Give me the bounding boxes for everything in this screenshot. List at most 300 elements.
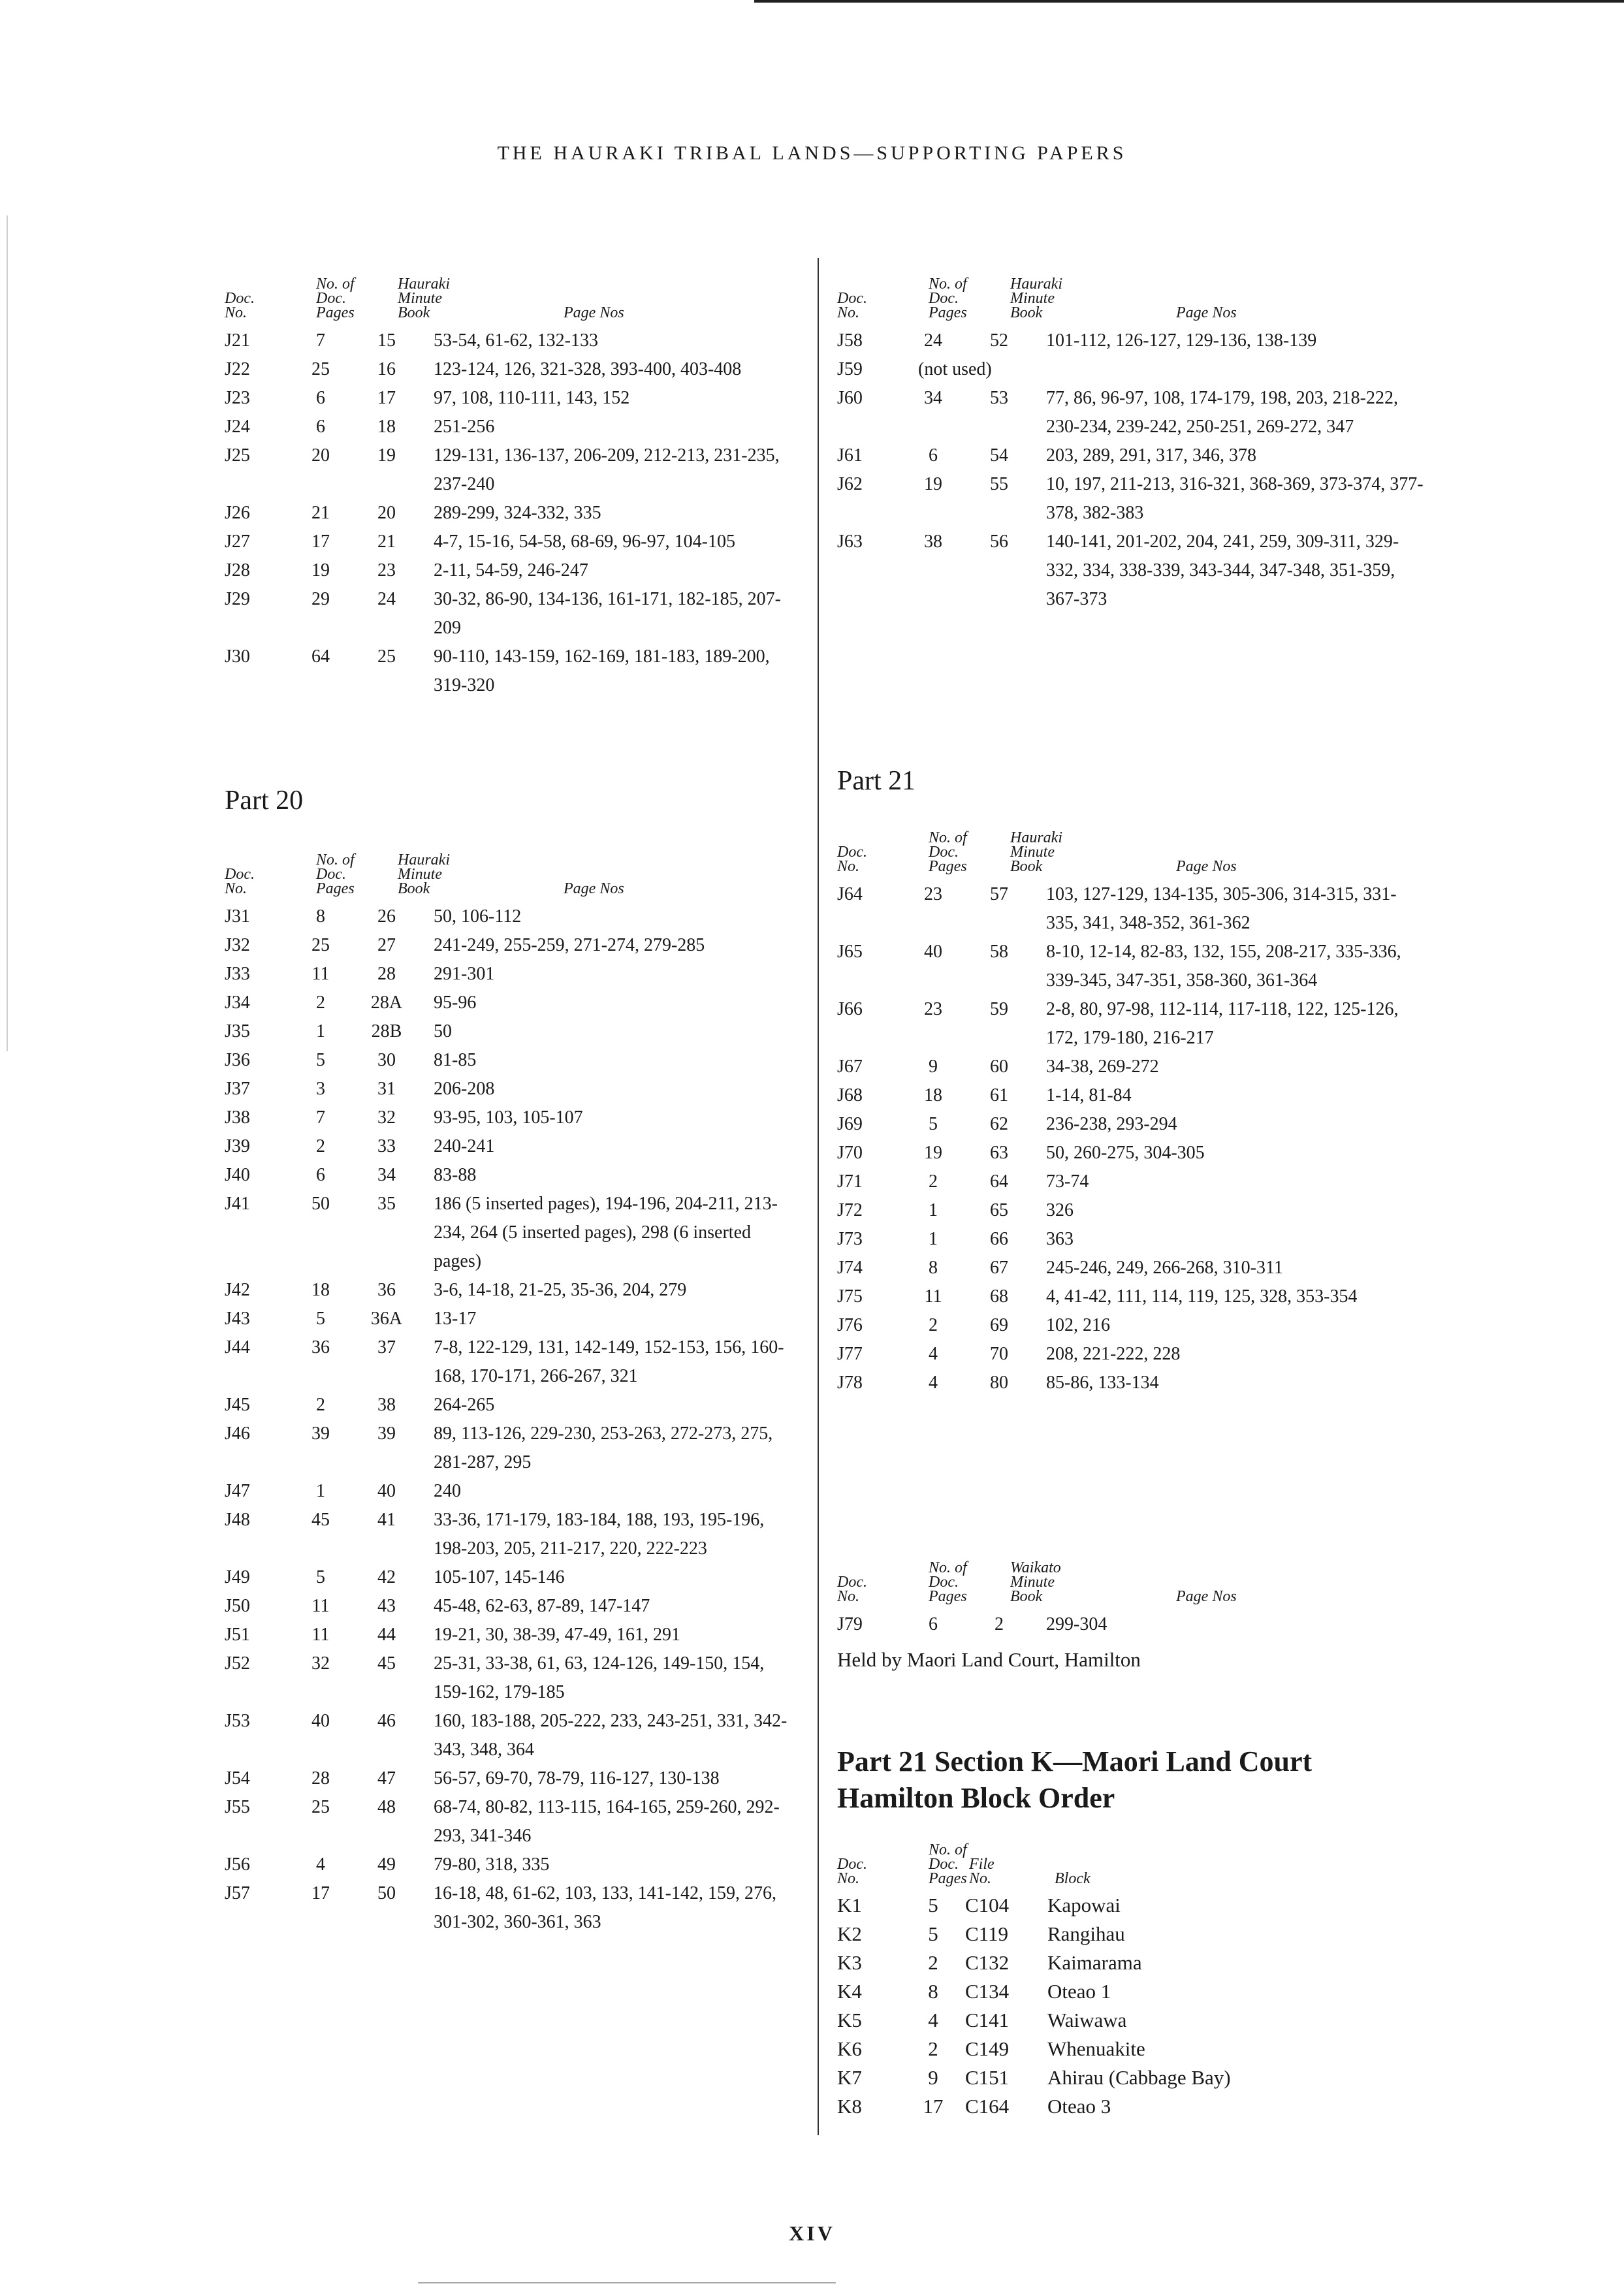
page-nos-cell: 7-8, 122-129, 131, 142-149, 152-153, 156, 160-168, 170-171, 266-267, 321 (434, 1337, 784, 1386)
block-name-cell: Rangihau (1047, 1922, 1125, 1945)
minute-book-cell: 2 (995, 1614, 1004, 1634)
table-row (837, 1053, 1425, 1081)
doc-no-cell: J31 (225, 906, 250, 927)
minute-book-cell: 25 (377, 646, 396, 667)
section-k-title: Part 21 Section K—Maori Land Court Hamilton Block Order (837, 1745, 1313, 1814)
page-nos-cell: 289-299, 324-332, 335 (434, 503, 601, 523)
table-row (225, 1477, 799, 1506)
doc-no-cell: J54 (225, 1768, 250, 1789)
column-divider (818, 258, 819, 2135)
page-nos-cell: 50 (434, 1021, 452, 1042)
header-page-nos: Page Nos (564, 880, 624, 897)
minute-book-cell: 16 (377, 359, 396, 379)
table-row (225, 326, 799, 355)
doc-no-cell: J66 (837, 999, 863, 1019)
header-file-no: File No. (969, 1856, 995, 1887)
header-doc-no: Doc. No. (837, 844, 867, 875)
header-block: Block (1055, 1870, 1091, 1887)
minute-book-cell: 67 (990, 1258, 1008, 1278)
doc-no-cell: J57 (225, 1883, 250, 1903)
table-row (837, 384, 1425, 441)
rows (225, 326, 799, 700)
page-nos-cell: 53-54, 61-62, 132-133 (434, 330, 598, 351)
minute-book-cell: 34 (377, 1165, 396, 1185)
page-nos-cell: 79-80, 318, 335 (434, 1854, 550, 1875)
pages-cell: 8 (928, 1980, 938, 2003)
pages-cell: 6 (929, 445, 938, 466)
page-nos-cell: 186 (5 inserted pages), 194-196, 204-211, 213-234, 264 (5 inserted pages), 298 (6 inserted pages) (434, 1194, 778, 1271)
doc-no-cell: J49 (225, 1567, 250, 1587)
page-nos-cell: 129-131, 136-137, 206-209, 212-213, 231-235, 237-240 (434, 445, 780, 494)
pages-cell: 34 (924, 388, 942, 408)
pages-cell: 4 (928, 2009, 938, 2031)
page-nos-cell: 19-21, 30, 38-39, 47-49, 161, 291 (434, 1625, 680, 1645)
doc-no-cell: J79 (837, 1614, 863, 1634)
table-row (837, 1139, 1425, 1168)
minute-book-cell: 50 (377, 1883, 396, 1903)
block-name-cell: Kaimarama (1047, 1951, 1142, 1974)
minute-book-cell: 15 (377, 330, 396, 351)
minute-book-cell: 70 (990, 1344, 1008, 1364)
pages-cell: 23 (924, 999, 942, 1019)
page-nos-cell (1041, 355, 1425, 384)
doc-no-cell: K4 (837, 1980, 862, 2003)
table-header (225, 256, 799, 320)
section-k-table (837, 1822, 1425, 2121)
minute-book-cell: 37 (377, 1337, 396, 1358)
table-row (837, 1311, 1425, 1340)
table-row (837, 1196, 1425, 1225)
pages-cell: 2 (316, 1395, 325, 1415)
page-nos-cell: 326 (1046, 1200, 1074, 1220)
pages-cell: 17 (311, 532, 330, 552)
page-nos-cell: 240 (434, 1481, 461, 1501)
doc-no-cell: J29 (225, 589, 250, 609)
page-nos-cell: 68-74, 80-82, 113-115, 164-165, 259-260, 292-293, 341-346 (434, 1797, 780, 1846)
doc-no-cell: J56 (225, 1854, 250, 1875)
pages-cell: 2 (928, 1951, 938, 1974)
page-nos-cell: 2-11, 54-59, 246-247 (434, 560, 588, 580)
minute-book-cell: 63 (990, 1143, 1008, 1163)
page-nos-cell: 25-31, 33-38, 61, 63, 124-126, 149-150, 154, 159-162, 179-185 (434, 1653, 765, 1702)
table-row (225, 1276, 799, 1305)
pages-cell: 50 (311, 1194, 330, 1214)
block-name-cell: Waiwawa (1047, 2009, 1127, 2031)
doc-no-cell: J52 (225, 1653, 250, 1674)
minute-book-cell: 23 (377, 560, 396, 580)
file-no-cell: C134 (965, 1980, 1010, 2003)
doc-no-cell: J46 (225, 1423, 250, 1444)
file-no-cell: C104 (965, 1894, 1010, 1916)
header-page-nos: Page Nos (1176, 304, 1237, 321)
page-nos-cell: 13-17 (434, 1309, 477, 1329)
doc-no-cell: J78 (837, 1373, 863, 1393)
minute-book-cell: 43 (377, 1596, 396, 1616)
table-row (225, 1161, 799, 1190)
table-row (837, 995, 1425, 1053)
doc-no-cell: K2 (837, 1922, 862, 1945)
table-row (837, 326, 1425, 355)
pages-cell: 64 (311, 646, 330, 667)
header-minute-book: Waikato Minute Book (1010, 1559, 1061, 1605)
table-row (225, 499, 799, 528)
pages-cell: 45 (311, 1510, 330, 1530)
doc-no-cell: J77 (837, 1344, 863, 1364)
table-row (225, 931, 799, 960)
header-pages: No. of Doc. Pages (929, 829, 967, 875)
pages-cell: 24 (924, 330, 942, 351)
pages-cell: 2 (928, 2037, 938, 2060)
minute-book-cell: 28 (377, 964, 396, 984)
page-nos-cell: 45-48, 62-63, 87-89, 147-147 (434, 1596, 650, 1616)
pages-cell: 11 (311, 964, 330, 984)
doc-no-cell: J71 (837, 1171, 863, 1192)
pages-cell: 3 (316, 1079, 325, 1099)
minute-book-cell: 64 (990, 1171, 1008, 1192)
minute-book-cell: 20 (377, 503, 396, 523)
header-doc-no: Doc. No. (837, 1856, 867, 1887)
top-rule (754, 0, 1624, 3)
page-nos-cell: 208, 221-222, 228 (1046, 1344, 1181, 1364)
table-row (225, 1333, 799, 1391)
file-no-cell: C141 (965, 2009, 1010, 2031)
part-21-table (837, 810, 1425, 1397)
table-row (225, 413, 799, 441)
page-nos-cell: 89, 113-126, 229-230, 253-263, 272-273, 275, 281-287, 295 (434, 1423, 773, 1472)
pages-cell: 29 (311, 589, 330, 609)
minute-book-cell: 28B (371, 1021, 402, 1042)
table-row (225, 989, 799, 1017)
pages-cell: 36 (311, 1337, 330, 1358)
pages-cell: (not used) (918, 359, 992, 379)
page-nos-cell: 4, 41-42, 111, 114, 119, 125, 328, 353-354 (1046, 1286, 1358, 1307)
minute-book-cell: 60 (990, 1057, 1008, 1077)
pages-cell: 5 (316, 1309, 325, 1329)
page-nos-cell: 4-7, 15-16, 54-58, 68-69, 96-97, 104-105 (434, 532, 735, 552)
doc-no-cell: J26 (225, 503, 250, 523)
pages-cell: 5 (928, 1922, 938, 1945)
pages-cell: 25 (311, 1797, 330, 1817)
minute-book-cell: 59 (990, 999, 1008, 1019)
page-nos-cell: 56-57, 69-70, 78-79, 116-127, 130-138 (434, 1768, 720, 1789)
doc-no-cell: J73 (837, 1229, 863, 1249)
page-nos-cell: 101-112, 126-127, 129-136, 138-139 (1046, 330, 1317, 351)
pages-cell: 20 (311, 445, 330, 466)
doc-no-cell: K1 (837, 1894, 862, 1916)
doc-no-cell: J63 (837, 532, 863, 552)
pages-cell: 40 (311, 1711, 330, 1731)
table-row (225, 585, 799, 643)
pages-cell: 19 (311, 560, 330, 580)
file-no-cell: C149 (965, 2037, 1010, 2060)
header-minute-book: Hauraki Minute Book (1010, 276, 1062, 321)
page-nos-cell: 50, 260-275, 304-305 (1046, 1143, 1205, 1163)
doc-no-cell: J34 (225, 993, 250, 1013)
part-20-title: Part 20 (225, 786, 304, 816)
page-nos-cell: 3-6, 14-18, 21-25, 35-36, 204, 279 (434, 1280, 687, 1300)
page-nos-cell: 140-141, 201-202, 204, 241, 259, 309-311, 329-332, 334, 338-339, 343-344, 347-348, 351-359, 367-373 (1046, 532, 1399, 609)
minute-book-cell: 18 (377, 417, 396, 437)
doc-no-cell: J33 (225, 964, 250, 984)
doc-no-cell: J42 (225, 1280, 250, 1300)
pages-cell: 19 (924, 1143, 942, 1163)
minute-book-cell: 33 (377, 1136, 396, 1156)
doc-no-cell: J30 (225, 646, 250, 667)
table-header (837, 1822, 1425, 1886)
minute-book-cell: 54 (990, 445, 1008, 466)
page-nos-cell: 264-265 (434, 1395, 495, 1415)
pages-cell: 9 (929, 1057, 938, 1077)
doc-no-cell: J65 (837, 942, 863, 962)
pages-cell: 7 (316, 330, 325, 351)
doc-no-cell: K8 (837, 2095, 862, 2118)
table-row (225, 1621, 799, 1649)
minute-book-cell: 38 (377, 1395, 396, 1415)
header-doc-no: Doc. No. (225, 866, 255, 897)
file-no-cell: C151 (965, 2066, 1010, 2089)
minute-book-cell: 45 (377, 1653, 396, 1674)
minute-book-cell: 56 (990, 532, 1008, 552)
table-row (837, 1948, 1425, 1977)
minute-book-cell: 57 (990, 884, 1008, 904)
page-nos-cell: 291-301 (434, 964, 495, 984)
minute-book-cell: 62 (990, 1114, 1008, 1134)
minute-book-cell: 65 (990, 1200, 1008, 1220)
doc-no-cell: J59 (837, 359, 863, 379)
minute-book-cell: 21 (377, 532, 396, 552)
page-nos-cell: 1-14, 81-84 (1046, 1085, 1132, 1105)
file-no-cell: C164 (965, 2095, 1010, 2118)
table-row (837, 2092, 1425, 2121)
doc-no-cell: J68 (837, 1085, 863, 1105)
table-header (837, 1540, 1425, 1604)
block-name-cell: Whenuakite (1047, 2037, 1145, 2060)
page-number: XIV (789, 2221, 835, 2245)
rows (837, 1610, 1425, 1639)
pages-cell: 1 (929, 1229, 938, 1249)
doc-no-cell: J60 (837, 388, 863, 408)
table-row (837, 2063, 1425, 2092)
minute-book-cell: 80 (990, 1373, 1008, 1393)
pages-cell: 11 (311, 1625, 330, 1645)
page-nos-cell: 2-8, 80, 97-98, 112-114, 117-118, 122, 125-126, 172, 179-180, 216-217 (1046, 999, 1399, 1048)
doc-no-cell: J36 (225, 1050, 250, 1070)
minute-book-cell: 58 (990, 942, 1008, 962)
pages-cell: 32 (311, 1653, 330, 1674)
doc-no-cell: J40 (225, 1165, 250, 1185)
doc-no-cell: J69 (837, 1114, 863, 1134)
page-nos-cell: 16-18, 48, 61-62, 103, 133, 141-142, 159, 276, 301-302, 360-361, 363 (434, 1883, 776, 1932)
pages-cell: 7 (316, 1107, 325, 1128)
doc-no-cell: J25 (225, 445, 250, 466)
doc-no-cell: J64 (837, 884, 863, 904)
doc-no-cell: J67 (837, 1057, 863, 1077)
table-row (225, 384, 799, 413)
table-row (837, 2006, 1425, 2035)
page-nos-cell: 241-249, 255-259, 271-274, 279-285 (434, 935, 705, 955)
table-row (225, 902, 799, 931)
minute-book-cell: 39 (377, 1423, 396, 1444)
table-row (837, 2035, 1425, 2063)
minute-book-cell: 24 (377, 589, 396, 609)
doc-no-cell: J41 (225, 1194, 250, 1214)
minute-book-cell: 42 (377, 1567, 396, 1587)
table-row (225, 556, 799, 585)
pages-cell: 23 (924, 884, 942, 904)
pages-cell: 2 (929, 1315, 938, 1335)
minute-book-cell: 35 (377, 1194, 396, 1214)
table-row (225, 1075, 799, 1104)
table-row (837, 1282, 1425, 1311)
table-row (225, 1391, 799, 1420)
table-row (837, 528, 1425, 614)
pages-cell: 39 (311, 1423, 330, 1444)
table-row (225, 1420, 799, 1477)
page-nos-cell: 85-86, 133-134 (1046, 1373, 1159, 1393)
minute-book-cell: 31 (377, 1079, 396, 1099)
rows (225, 902, 799, 1937)
pages-cell: 6 (316, 417, 325, 437)
table-row (225, 1879, 799, 1937)
pages-cell: 1 (316, 1021, 325, 1042)
pages-cell: 11 (924, 1286, 942, 1307)
table-row (225, 1305, 799, 1333)
doc-no-cell: J43 (225, 1309, 250, 1329)
pages-cell: 17 (923, 2095, 944, 2118)
block-name-cell: Oteao 1 (1047, 1980, 1111, 2003)
table-row (225, 1649, 799, 1707)
bottom-rule (418, 2282, 836, 2283)
doc-no-cell: J22 (225, 359, 250, 379)
doc-no-cell: J24 (225, 417, 250, 437)
page-nos-cell: 103, 127-129, 134-135, 305-306, 314-315, 331-335, 341, 348-352, 361-362 (1046, 884, 1397, 933)
pages-cell: 2 (316, 993, 325, 1013)
minute-book-cell: 30 (377, 1050, 396, 1070)
page-nos-cell: 299-304 (1046, 1614, 1107, 1634)
header-page-nos: Page Nos (1176, 858, 1237, 875)
doc-no-cell: K7 (837, 2066, 862, 2089)
page-nos-cell: 90-110, 143-159, 162-169, 181-183, 189-200, 319-320 (434, 646, 770, 695)
pages-cell: 25 (311, 359, 330, 379)
table-row (225, 960, 799, 989)
table-header (225, 832, 799, 896)
doc-no-cell: K3 (837, 1951, 862, 1974)
block-name-cell: Oteao 3 (1047, 2095, 1111, 2118)
minute-book-cell: 19 (377, 445, 396, 466)
table-row (225, 441, 799, 499)
table-row (837, 1920, 1425, 1948)
left-margin-mark (7, 215, 8, 1051)
header-minute-book: Hauraki Minute Book (1010, 829, 1062, 875)
minute-book-cell: 26 (377, 906, 396, 927)
doc-no-cell: J38 (225, 1107, 250, 1128)
page-nos-cell: 245-246, 249, 266-268, 310-311 (1046, 1258, 1283, 1278)
waikato-table (837, 1540, 1425, 1674)
pages-cell: 5 (316, 1567, 325, 1587)
pages-cell: 38 (924, 532, 942, 552)
table-row (837, 1168, 1425, 1196)
running-head: THE HAURAKI TRIBAL LANDS—SUPPORTING PAPERS (497, 142, 1127, 164)
minute-book-cell: 28A (370, 993, 403, 1013)
page-nos-cell: 363 (1046, 1229, 1074, 1249)
minute-book-cell: 47 (377, 1768, 396, 1789)
doc-no-cell: K5 (837, 2009, 862, 2031)
pages-cell: 18 (924, 1085, 942, 1105)
left-top-table (225, 256, 799, 700)
doc-no-cell: J35 (225, 1021, 250, 1042)
table-row (225, 1851, 799, 1879)
doc-no-cell: J27 (225, 532, 250, 552)
pages-cell: 4 (929, 1344, 938, 1364)
pages-cell: 4 (316, 1854, 325, 1875)
doc-no-cell: J21 (225, 330, 250, 351)
page-nos-cell: 93-95, 103, 105-107 (434, 1107, 583, 1128)
page-nos-cell: 33-36, 171-179, 183-184, 188, 193, 195-196, 198-203, 205, 211-217, 220, 222-223 (434, 1510, 765, 1559)
table-row (225, 1190, 799, 1276)
page-nos-cell: 8-10, 12-14, 82-83, 132, 155, 208-217, 335-336, 339-345, 347-351, 358-360, 361-364 (1046, 942, 1401, 991)
header-doc-no: Doc. No. (837, 1574, 867, 1605)
doc-no-cell: J44 (225, 1337, 250, 1358)
page-nos-cell: 95-96 (434, 993, 477, 1013)
page-nos-cell: 123-124, 126, 321-328, 393-400, 403-408 (434, 359, 742, 379)
table-row (225, 1506, 799, 1563)
table-row (837, 1891, 1425, 1920)
pages-cell: 6 (929, 1614, 938, 1634)
table-row (225, 528, 799, 556)
table-row (225, 1046, 799, 1075)
minute-book-cell: 32 (377, 1107, 396, 1128)
doc-no-cell: J74 (837, 1258, 863, 1278)
table-row (837, 1977, 1425, 2006)
minute-book-cell: 36A (370, 1309, 403, 1329)
pages-cell: 11 (311, 1596, 330, 1616)
table-row (837, 1081, 1425, 1110)
doc-no-cell: J32 (225, 935, 250, 955)
minute-book-cell: 40 (377, 1481, 396, 1501)
header-minute-book: Hauraki Minute Book (398, 851, 450, 897)
table-row (837, 1225, 1425, 1254)
header-minute-book: Hauraki Minute Book (398, 276, 450, 321)
minute-book-cell: 66 (990, 1229, 1008, 1249)
doc-no-cell: J70 (837, 1143, 863, 1163)
page-nos-cell: 73-74 (1046, 1171, 1089, 1192)
pages-cell: 5 (316, 1050, 325, 1070)
page-nos-cell: 236-238, 293-294 (1046, 1114, 1177, 1134)
minute-book-cell: 48 (377, 1797, 396, 1817)
rows (837, 880, 1425, 1397)
table-row (225, 1793, 799, 1851)
minute-book-cell: 61 (990, 1085, 1008, 1105)
table-row (225, 1707, 799, 1764)
doc-no-cell: J76 (837, 1315, 863, 1335)
minute-book-cell: 68 (990, 1286, 1008, 1307)
page-nos-cell: 30-32, 86-90, 134-136, 161-171, 182-185, 207-209 (434, 589, 781, 638)
doc-no-cell: J72 (837, 1200, 863, 1220)
table-row (837, 441, 1425, 470)
minute-book-cell: 53 (990, 388, 1008, 408)
pages-cell: 8 (929, 1258, 938, 1278)
pages-cell: 18 (311, 1280, 330, 1300)
table-row (837, 1340, 1425, 1369)
table-row (837, 470, 1425, 528)
rows (837, 326, 1425, 614)
minute-book-cell: 46 (377, 1711, 396, 1731)
table-row (837, 880, 1425, 938)
pages-cell: 9 (928, 2066, 938, 2089)
minute-book-cell: 41 (377, 1510, 396, 1530)
minute-book-cell: 55 (990, 474, 1008, 494)
page-nos-cell: 251-256 (434, 417, 495, 437)
